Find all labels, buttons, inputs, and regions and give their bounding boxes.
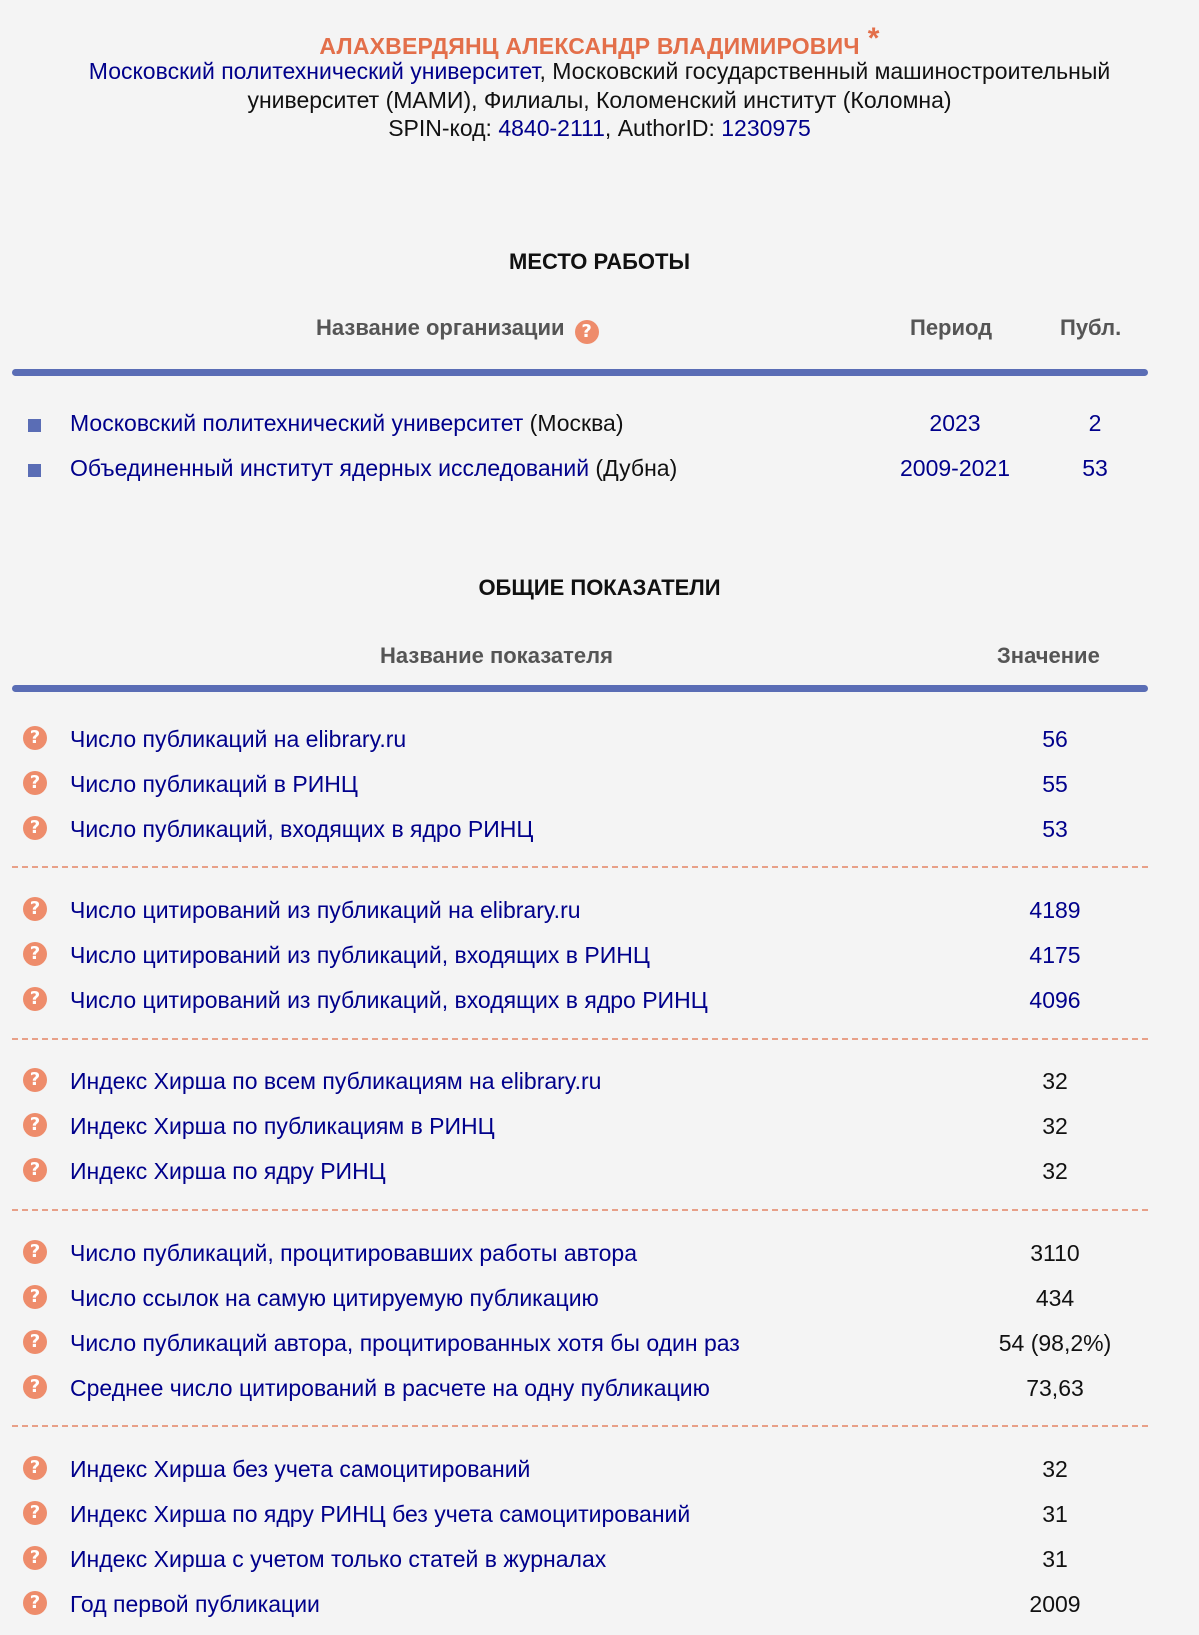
indicator-row bbox=[0, 1546, 1199, 1586]
indicator-row bbox=[0, 1068, 1199, 1108]
indicator-label-link[interactable]: Число публикаций, входящих в ядро РИНЦ bbox=[70, 816, 534, 842]
indicator-row bbox=[0, 1240, 1199, 1280]
group-divider bbox=[12, 1425, 1148, 1427]
indicator-value-link[interactable]: 56 bbox=[1042, 726, 1068, 752]
affiliation-line-2 bbox=[0, 87, 1199, 114]
indicator-value: 31 bbox=[1042, 1546, 1068, 1572]
group-divider bbox=[12, 866, 1148, 868]
help-icon[interactable]: ? bbox=[23, 1375, 47, 1399]
author-ids bbox=[0, 115, 1199, 142]
indicator-value-link[interactable]: 4189 bbox=[1029, 897, 1081, 923]
help-icon[interactable]: ? bbox=[23, 1113, 47, 1137]
indicator-label-link[interactable]: Индекс Хирша без учета самоцитирований bbox=[70, 1456, 531, 1482]
author-marker: * bbox=[867, 22, 880, 55]
indicator-value: 32 bbox=[1042, 1068, 1068, 1094]
indicator-value: 73,63 bbox=[1026, 1375, 1084, 1401]
workplace-city: (Дубна) bbox=[589, 455, 678, 481]
indicator-row bbox=[0, 942, 1199, 982]
help-icon[interactable]: ? bbox=[23, 897, 47, 921]
help-icon[interactable]: ? bbox=[23, 1546, 47, 1570]
authorid-link[interactable]: 1230975 bbox=[721, 115, 811, 141]
workplace-org-link[interactable]: Объединенный институт ядерных исследований bbox=[70, 455, 590, 481]
indicator-label-link[interactable]: Число публикаций, процитировавших работы автора bbox=[70, 1240, 638, 1266]
affiliation-link[interactable]: Московский политехнический университет bbox=[88, 58, 540, 84]
workplace-period-link[interactable]: 2023 bbox=[929, 410, 981, 436]
indicators-title: ОБЩИЕ ПОКАЗАТЕЛИ bbox=[478, 575, 721, 600]
indicator-label-link[interactable]: Среднее число цитирований в расчете на одну публикацию bbox=[70, 1375, 710, 1401]
indicator-value: 31 bbox=[1042, 1501, 1068, 1527]
help-icon[interactable]: ? bbox=[23, 1591, 47, 1615]
col-period-header: Период bbox=[910, 315, 993, 340]
indicator-value: 32 bbox=[1042, 1158, 1068, 1184]
spin-label: SPIN-код: bbox=[388, 115, 499, 141]
indicator-row bbox=[0, 987, 1199, 1027]
help-icon[interactable]: ? bbox=[23, 1330, 47, 1354]
indicator-row bbox=[0, 897, 1199, 937]
col-value-header: Значение bbox=[997, 643, 1100, 668]
workplace-row bbox=[0, 410, 1199, 450]
indicator-label-link[interactable]: Год первой публикации bbox=[70, 1591, 320, 1617]
workplace-org-link[interactable]: Московский политехнический университет bbox=[70, 410, 524, 436]
author-name bbox=[0, 22, 1199, 60]
org-help-icon[interactable]: ? bbox=[575, 320, 599, 344]
workplace-pubs-link[interactable]: 2 bbox=[1088, 410, 1102, 436]
bullet-icon bbox=[28, 464, 41, 477]
col-pubs-header: Публ. bbox=[1060, 315, 1122, 340]
indicator-label-link[interactable]: Индекс Хирша по публикациям в РИНЦ bbox=[70, 1113, 495, 1139]
indicator-label-link[interactable]: Число публикаций в РИНЦ bbox=[70, 771, 358, 797]
indicator-row bbox=[0, 1330, 1199, 1370]
help-icon[interactable]: ? bbox=[23, 987, 47, 1011]
indicator-value: 32 bbox=[1042, 1456, 1068, 1482]
help-icon[interactable]: ? bbox=[23, 816, 47, 840]
affiliation-line-1 bbox=[0, 58, 1199, 85]
indicator-row bbox=[0, 816, 1199, 856]
indicator-value-link[interactable]: 4175 bbox=[1029, 942, 1081, 968]
indicator-label-link[interactable]: Индекс Хирша по ядру РИНЦ bbox=[70, 1158, 386, 1184]
indicator-label-link[interactable]: Число цитирований из публикаций на elibrary.ru bbox=[70, 897, 581, 923]
affiliation-line-2-text: университет (МАМИ), Филиалы, Коломенский институт (Коломна) bbox=[247, 87, 952, 113]
indicator-label-link[interactable]: Число цитирований из публикаций, входящих в ядро РИНЦ bbox=[70, 987, 708, 1013]
help-icon[interactable]: ? bbox=[23, 1456, 47, 1480]
authorid-label: , AuthorID: bbox=[604, 115, 722, 141]
help-icon[interactable]: ? bbox=[23, 1068, 47, 1092]
indicator-row bbox=[0, 1456, 1199, 1496]
help-icon[interactable]: ? bbox=[23, 1501, 47, 1525]
help-icon[interactable]: ? bbox=[23, 1240, 47, 1264]
indicator-label-link[interactable]: Индекс Хирша по всем публикациям на elibrary.ru bbox=[70, 1068, 602, 1094]
indicator-label-link[interactable]: Число публикаций автора, процитированных хотя бы один раз bbox=[70, 1330, 740, 1356]
workplace-pubs-link[interactable]: 53 bbox=[1082, 455, 1108, 481]
workplaces-title: МЕСТО РАБОТЫ bbox=[509, 249, 690, 274]
indicator-value: 54 (98,2%) bbox=[998, 1330, 1112, 1356]
col-org-header bbox=[316, 315, 599, 344]
help-icon[interactable]: ? bbox=[23, 1158, 47, 1182]
indicator-label-link[interactable]: Индекс Хирша с учетом только статей в журналах bbox=[70, 1546, 607, 1572]
col-org-label: Название организации bbox=[316, 315, 565, 340]
indicator-value-link[interactable]: 4096 bbox=[1029, 987, 1081, 1013]
help-icon[interactable]: ? bbox=[23, 942, 47, 966]
indicator-row bbox=[0, 726, 1199, 766]
affiliation-rest: , Московский государственный машиностроительный bbox=[539, 58, 1111, 84]
indicator-label-link[interactable]: Число ссылок на самую цитируемую публикацию bbox=[70, 1285, 599, 1311]
indicator-value: 434 bbox=[1035, 1285, 1075, 1311]
indicator-value-link[interactable]: 53 bbox=[1042, 816, 1068, 842]
indicator-value-link[interactable]: 55 bbox=[1042, 771, 1068, 797]
indicator-row bbox=[0, 1158, 1199, 1198]
bullet-icon bbox=[28, 419, 41, 432]
spin-code-link[interactable]: 4840-2111 bbox=[498, 115, 605, 141]
indicator-row bbox=[0, 1375, 1199, 1415]
indicator-value: 3110 bbox=[1030, 1240, 1080, 1266]
workplace-period-link[interactable]: 2009-2021 bbox=[900, 455, 1010, 481]
help-icon[interactable]: ? bbox=[23, 771, 47, 795]
indicator-value: 32 bbox=[1042, 1113, 1068, 1139]
indicator-row bbox=[0, 1501, 1199, 1541]
indicator-row bbox=[0, 1591, 1199, 1631]
indicator-value: 2009 bbox=[1029, 1591, 1081, 1617]
group-divider bbox=[12, 1209, 1148, 1211]
indicator-row bbox=[0, 1113, 1199, 1153]
author-name-text: АЛАХВЕРДЯНЦ АЛЕКСАНДР ВЛАДИМИРОВИЧ bbox=[319, 33, 860, 59]
indicator-row bbox=[0, 771, 1199, 811]
group-divider bbox=[12, 1038, 1148, 1040]
workplaces-divider bbox=[12, 369, 1148, 376]
indicator-label-link[interactable]: Число публикаций на elibrary.ru bbox=[70, 726, 407, 752]
indicator-label-link[interactable]: Число цитирований из публикаций, входящих в РИНЦ bbox=[70, 942, 650, 968]
workplace-city: (Москва) bbox=[523, 410, 624, 436]
workplace-row bbox=[0, 455, 1199, 495]
indicator-row bbox=[0, 1285, 1199, 1325]
col-indicator-header: Название показателя bbox=[380, 643, 613, 668]
indicator-label-link[interactable]: Индекс Хирша по ядру РИНЦ без учета самоцитирований bbox=[70, 1501, 691, 1527]
indicators-divider bbox=[12, 685, 1148, 692]
help-icon[interactable]: ? bbox=[23, 1285, 47, 1309]
help-icon[interactable]: ? bbox=[23, 726, 47, 750]
